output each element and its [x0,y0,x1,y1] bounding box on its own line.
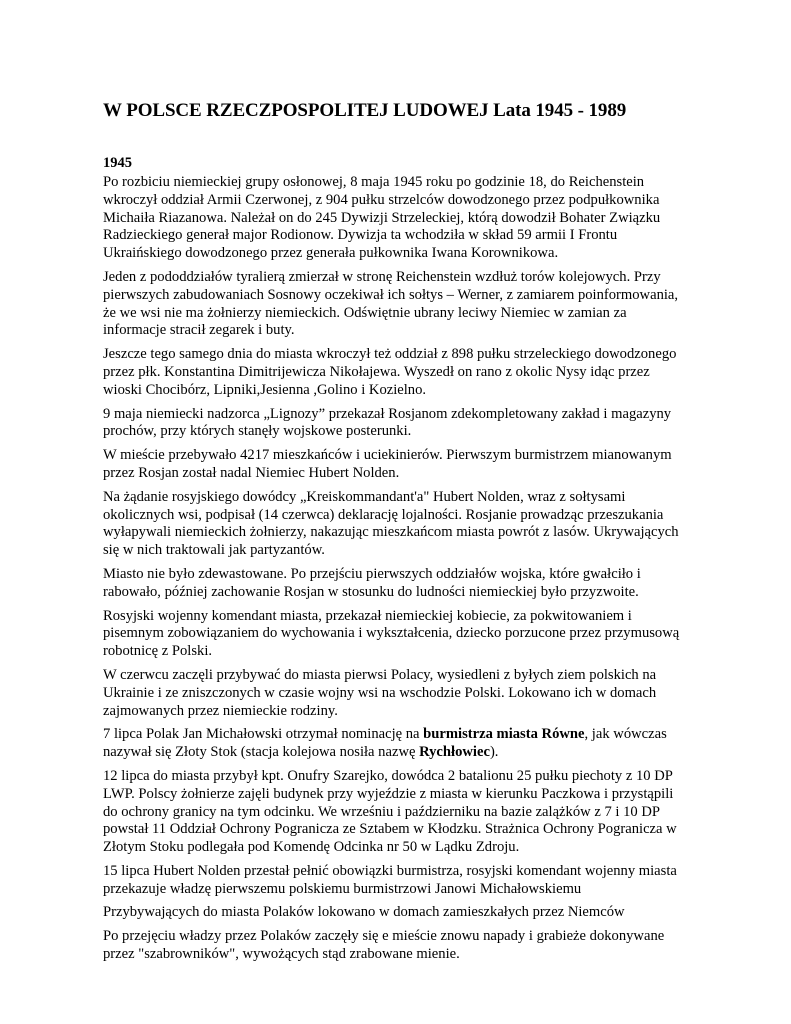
paragraph: Po rozbiciu niemieckiej grupy osłonowej, 8 maja 1945 roku po godzinie 18, do Reichenstein wkroczył oddział Armii Czerwonej, z 904 pułku strzelców dowodzonego przez podpułkownika Michaiła Riazanowa. Należał on do 245 Dywizji Strzeleckiej, którą dowodził Bohater Związku Radzieckiego generał major Rodionow. Dywizja ta wchodziła w skład 59 armii I Frontu Ukraińskiego dowodzonego przez generała pułkownika Iwana Korownikowa. [103,174,661,262]
paragraph: Jeden z pododdziałów tyralierą zmierzał w stronę Reichenstein wzdłuż torów kolejowych. Przy pierwszych zabudowaniach Sosnowy oczekiwał ich sołtys – Werner, z zamiarem poinformowania, że we wsi nie ma żołnierzy niemieckich. Odświętnie ubrany leciwy Niemiec w zamian za informacje stracił zegarek i buty. [103,268,679,339]
paragraph: W czerwcu zaczęli przybywać do miasta pierwsi Polacy, wysiedleni z byłych ziem polskich na Ukrainie i ze zniszczonych w czasie wojny wsi na wschodzie Polski. Lokowano ich w domach zajmowanych przez niemieckie rodziny. [103,666,657,719]
bold-text: burmistrza miasta Równe [423,726,585,743]
bold-text: Rychłowiec [419,744,490,761]
paragraph: 12 lipca do miasta przybył kpt. Onufry Szarejko, dowódca 2 batalionu 25 pułku piechoty z 10 DP LWP. Polscy żołnierze zajęli budynek przy wyjeździe z miasta w kierunku Paczkowa i przystąpili do ochrony granicy na tym odcinku. We wrześniu i październiku na bazie zalążków z 7 i 10 DP powstał 11 Oddział Ochrony Pogranicza ze Sztabem w Kłodzku. Strażnica Ochrony Pogranicza w Złotym Stoku podlegała pod Komendę Odcinka nr 50 w Lądku Zdroju. [103,767,677,856]
paragraph-mayor-nomination [103,726,687,762]
paragraph: W mieście przebywało 4217 mieszkańców i uciekinierów. Pierwszym burmistrzem mianowanym przez Rosjan został nadal Niemiec Hubert Nolden. [103,447,672,481]
section-heading: 1945 [103,155,132,171]
document-page [103,98,687,970]
text-segment: 7 lipca Polak Jan Michałowski otrzymał nominację na [103,726,424,743]
text-segment: ). [489,744,499,761]
paragraph: Rosyjski wojenny komendant miasta, przekazał niemieckiej kobiecie, za pokwitowaniem i pisemnym zobowiązaniem do wychowania i wykształcenia, dziecko porzucone przez przymusową robotnicę z Polski. [103,607,680,660]
paragraph: Przybywających do miasta Polaków lokowano w domach zamieszkałych przez Niemców [103,904,625,921]
paragraph: 9 maja niemiecki nadzorca „Lignozy” przekazał Rosjanom zdekompletowany zakład i magazyny prochów, przy których stanęły wojskowe posterunki. [103,405,672,440]
paragraph: Po przejęciu władzy przez Polaków zaczęły się e mieście znowu napady i grabieże dokonywane przez "szabrowników", wywożących stąd zrabowane mienie. [103,928,665,963]
paragraph: 15 lipca Hubert Nolden przestał pełnić obowiązki burmistrza, rosyjski komendant wojenny miasta przekazuje władzę pierwszemu polskiemu burmistrzowi Janowi Michałowskiemu [103,862,677,897]
text-segment: , jak wówczas nazywał się Złoty Stok (stacja kolejowa nosiła nazwę [103,726,667,761]
paragraph: Jeszcze tego samego dnia do miasta wkroczył też oddział z 898 pułku strzeleckiego dowodzonego przez płk. Konstantina Dimitrijewicza Nikołajewa. Wyszedł on rano z okolic Nysy idąc przez wioski Chocibórz, Lipniki,Jesienna ,Golino i Kozielno. [103,346,677,398]
paragraph: Miasto nie było zdewastowane. Po przejściu pierwszych oddziałów wojska, które gwałciło i rabowało, później zachowanie Rosjan w stosunku do ludności niemieckiej było przyzwoite. [103,565,641,600]
paragraph: Na żądanie rosyjskiego dowódcy „Kreiskommandant'a" Hubert Nolden, wraz z sołtysami okolicznych wsi, podpisał (14 czerwca) deklarację lojalności. Rosjanie prowadząc przeszukania wyłapywali niemieckich żołnierzy, nakazując mieszkańcom miasta powrót z lasów. Ukrywających się w nich traktowali jak partyzantów. [103,488,679,559]
document-title: W POLSCE RZECZPOSPOLITEJ LUDOWEJ Lata 1945 - 1989 [103,100,627,121]
